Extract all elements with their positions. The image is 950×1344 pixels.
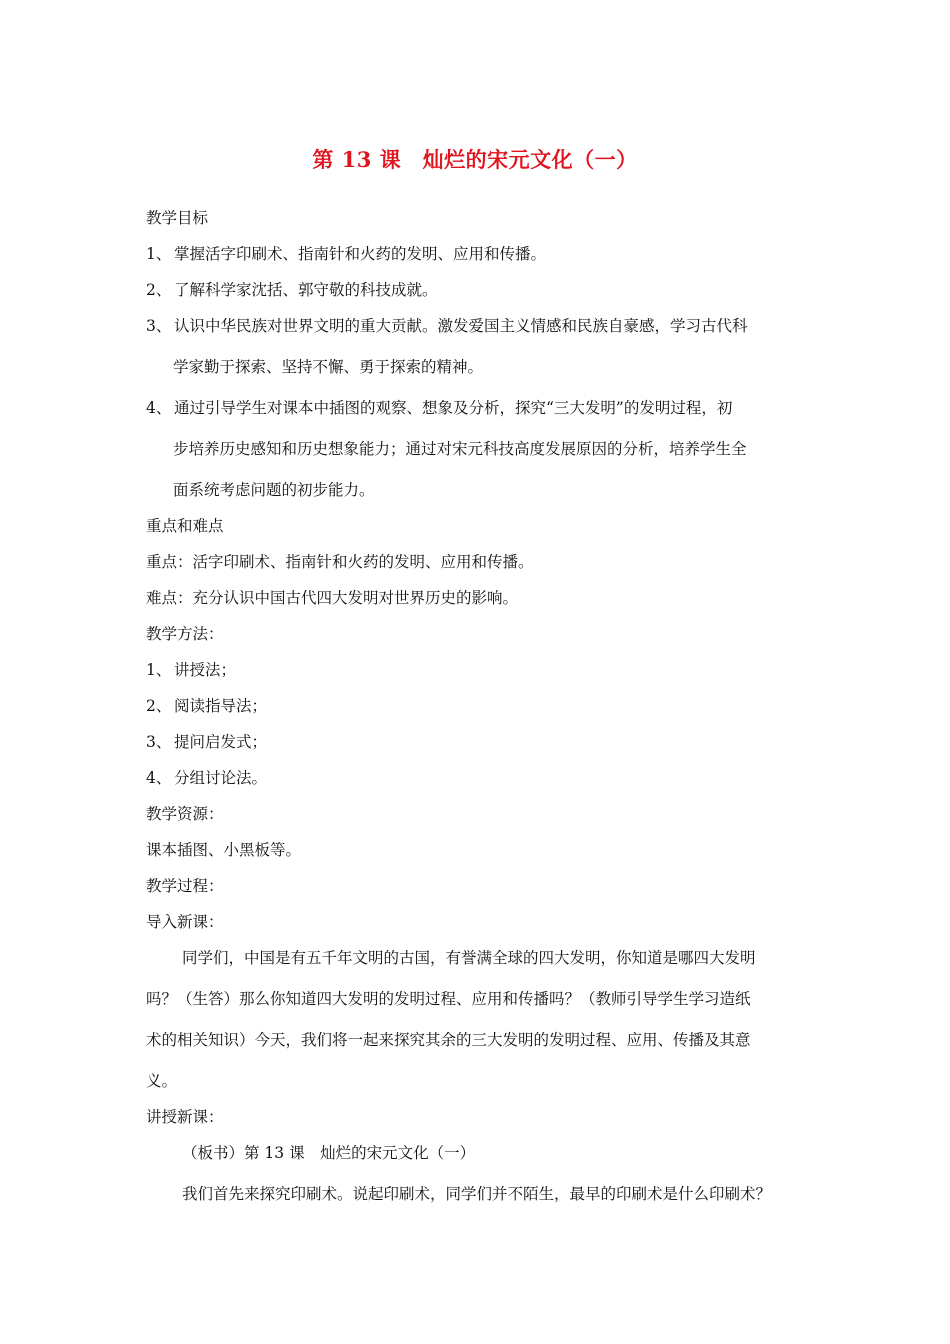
method-num: 1、 [146,661,172,679]
difficult-point: 难点：充分认识中国古代四大发明对世界历史的影响。 [146,589,519,607]
intro-heading: 导入新课： [146,913,224,931]
key-points-heading: 重点和难点 [146,517,224,535]
method-item-4 [146,766,826,802]
objective-text: 通过引导学生对课本中插图的观察、想象及分析，探究“三大发明”的发明过程，初 [174,399,733,417]
objective-item-3-continued: 学家勤于探索、坚持不懈、勇于探索的精神。 [173,358,484,376]
board-title: （板书）第 13 课 灿烂的宋元文化（一） [182,1144,476,1162]
intro-paragraph-line: 吗？（生答）那么你知道四大发明的发明过程、应用和传播吗？（教师引导学生学习造纸 [146,990,751,1008]
method-text: 讲授法； [174,661,237,679]
intro-paragraph-line: 术的相关知识）今天，我们将一起来探究其余的三大发明的发明过程、应用、传播及其意 [146,1031,751,1049]
method-num: 2、 [146,697,172,715]
objective-item-3 [146,314,826,355]
intro-paragraph-line: 义。 [146,1072,178,1090]
objective-num: 3、 [146,317,172,335]
resources-text: 课本插图、小黑板等。 [146,841,302,859]
objective-text: 掌握活字印刷术、指南针和火药的发明、应用和传播。 [174,245,547,263]
objectives-heading: 教学目标 [146,209,209,227]
objective-item-4-continued: 步培养历史感知和历史想象能力；通过对宋元科技高度发展原因的分析，培养学生全 [173,440,747,458]
objective-text: 了解科学家沈括、郭守敬的科技成就。 [174,281,438,299]
process-heading: 教学过程： [146,877,224,895]
objective-num: 2、 [146,281,172,299]
method-item-1 [146,658,826,694]
intro-paragraph-line: 同学们，中国是有五千年文明的古国，有誉满全球的四大发明，你知道是哪四大发明 [182,949,756,967]
key-point: 重点：活字印刷术、指南针和火药的发明、应用和传播。 [146,553,534,571]
objective-text: 认识中华民族对世界文明的重大贡献。激发爱国主义情感和民族自豪感，学习古代科 [174,317,748,335]
method-text: 阅读指导法； [174,697,268,715]
method-item-2 [146,694,826,730]
objective-item-4 [146,396,826,437]
objective-item-4-continued: 面系统考虑问题的初步能力。 [173,481,375,499]
method-num: 4、 [146,769,172,787]
method-num: 3、 [146,733,172,751]
lesson-title: 第 13 课 灿烂的宋元文化（一） [312,147,638,172]
objective-num: 1、 [146,245,172,263]
document-body [146,206,826,1218]
method-text: 分组讨论法。 [174,769,268,787]
objective-item-1 [146,242,826,278]
objective-num: 4、 [146,399,172,417]
methods-heading: 教学方法： [146,625,224,643]
method-item-3 [146,730,826,766]
lecture-paragraph: 我们首先来探究印刷术。说起印刷术，同学们并不陌生，最早的印刷术是什么印刷术？ [182,1185,772,1203]
resources-heading: 教学资源： [146,805,224,823]
method-text: 提问启发式； [174,733,268,751]
lecture-heading: 讲授新课： [146,1108,224,1126]
objective-item-2 [146,278,826,314]
